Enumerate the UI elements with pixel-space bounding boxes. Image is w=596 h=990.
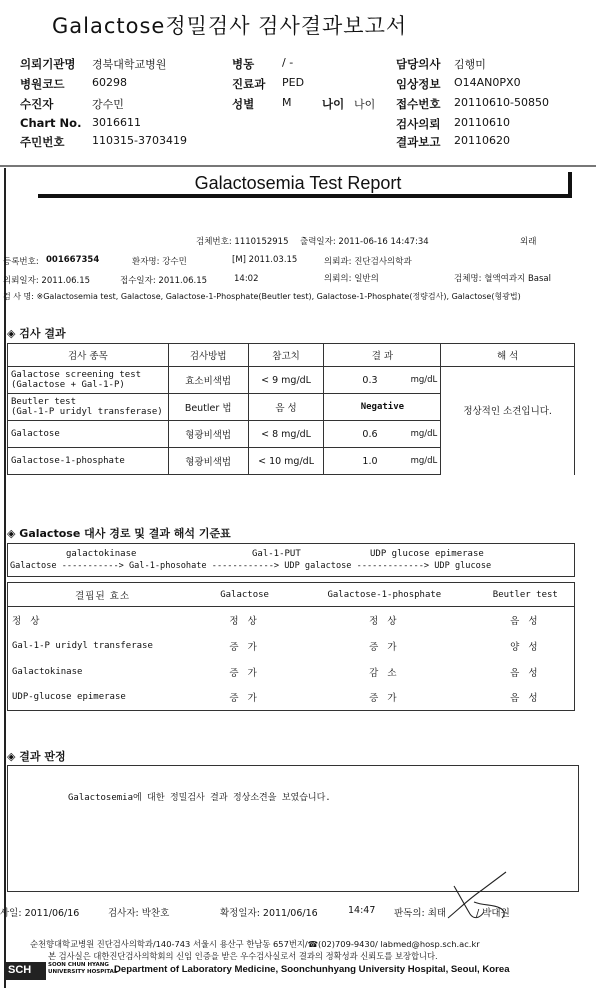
reviewer-second: / 박대원	[476, 908, 510, 919]
galactose-level: 증 가	[229, 667, 260, 679]
test-reference: < 10 mg/dL	[248, 448, 324, 475]
col-test-item: 검사 종목	[8, 344, 169, 367]
test-reference: 음 성	[248, 394, 324, 421]
col-interpretation: 해 석	[441, 344, 575, 367]
test-item-name: Galactose	[8, 421, 169, 448]
confirm-time: 14:47	[348, 905, 376, 916]
col-result: 결 과	[324, 344, 441, 367]
enzyme-name: Galactokinase	[12, 666, 83, 677]
value-requesting-institution: 경북대학교병원	[92, 58, 167, 71]
test-method: 형광비색법	[168, 421, 248, 448]
footer-address: 순천향대학교병원 진단검사의학과/140-743 서울시 용산구 한남동 657번지/☎(02)709-9430/ labmed@hosp.sch.ac.kr	[30, 939, 480, 949]
label-resident-no: 주민번호	[20, 135, 65, 149]
value-request-date: 20110610	[454, 116, 510, 129]
table-row	[8, 607, 575, 633]
test-item-text: Beutler test (Gal-1-P uridyl transferase)	[11, 397, 163, 417]
hospital-logo	[4, 962, 46, 980]
gal1p-level: 정 상	[369, 615, 400, 627]
interpretation-table	[7, 582, 575, 711]
result-value: 0.3	[362, 374, 378, 386]
value-ward: / -	[282, 56, 294, 69]
value-age: 나이	[354, 98, 376, 111]
pathway-flow: Galactose -----------> Gal-1-phosohate ------------> UDP galactose -------------> UDP glucose	[10, 561, 492, 571]
test-result	[324, 448, 441, 475]
table-row	[8, 685, 575, 711]
test-item-name	[8, 367, 169, 394]
patient-birth: [M] 2011.03.15	[232, 255, 298, 265]
test-result: Negative	[324, 394, 441, 421]
value-clinical-info: O14AN0PX0	[454, 76, 521, 89]
value-sex: M	[282, 96, 292, 109]
table-row	[8, 633, 575, 659]
beutler-result: 음 성	[510, 693, 541, 705]
test-result	[324, 367, 441, 394]
value-patient: 강수민	[92, 98, 124, 111]
result-value: 1.0	[362, 455, 378, 467]
footer-notice: 본 검사실은 대한진단검사의학회의 신임 인증을 받은 우수검사실로서 결과의 정확성과 신뢰도를 보장합니다.	[48, 951, 438, 961]
test-method: Beutler 법	[168, 394, 248, 421]
footer-department: Department of Laboratory Medicine, Soonchunhyang University Hospital, Seoul, Korea	[114, 964, 510, 975]
label-sex: 성별	[232, 97, 255, 111]
col-galactose: Galactose	[197, 583, 292, 607]
label-clinical-info: 임상정보	[396, 77, 441, 91]
specimen-number: 검체번호: 1110152915	[196, 237, 289, 247]
enzyme-name: 정 상	[12, 615, 43, 627]
enzyme-galactokinase: galactokinase	[66, 549, 137, 559]
result-unit: mg/dL	[410, 374, 438, 385]
value-resident-no: 110315-3703419	[92, 134, 187, 147]
label-hospital-code: 병원코드	[20, 77, 65, 91]
galactose-level: 증 가	[229, 693, 260, 705]
value-chart-no: 3016611	[92, 116, 141, 129]
gal1p-level: 감 소	[369, 667, 400, 679]
enzyme-name: Gal-1-P uridyl transferase	[12, 640, 153, 651]
logo-line-2: UNIVERSITY HOSPITAL	[48, 969, 118, 975]
examiner: 검사자: 박찬호	[108, 908, 170, 919]
test-reference: < 9 mg/dL	[248, 367, 324, 394]
judgement-section-title: ◈ 결과 판정	[7, 750, 66, 763]
report-header-title: Galactose정밀검사 검사결과보고서	[52, 14, 408, 38]
table-row	[8, 659, 575, 685]
col-beutler: Beutler test	[477, 583, 575, 607]
confirm-date: 확정일자: 2011/06/16	[220, 908, 318, 919]
report-patient-name: 환자명: 강수민	[132, 257, 187, 267]
requesting-dept: 의뢰과: 진단검사의학과	[324, 257, 412, 267]
test-list: 검 사 명: ※Galactosemia test, Galactose, Galactose-1-Phosphate(Beutler test), Galactose-1-Phosphate(정량검사), Galactose(형광법)	[3, 292, 521, 301]
col-gal1p: Galactose-1-phosphate	[292, 583, 477, 607]
test-item-text: Galactose screening test (Galactose + Gal-1-P)	[11, 370, 142, 390]
gal1p-level: 증 가	[369, 693, 400, 705]
label-age: 나이	[322, 97, 345, 111]
enzyme-epimerase: UDP glucose epimerase	[370, 549, 484, 559]
logo-line-1: SOON CHUN HYANG	[48, 962, 109, 968]
label-ward: 병동	[232, 57, 255, 71]
test-reference: < 8 mg/dL	[248, 421, 324, 448]
logo-text	[48, 962, 117, 976]
beutler-result: 양 성	[510, 641, 541, 653]
beutler-result: 음 성	[510, 615, 541, 627]
col-method: 검사방법	[168, 344, 248, 367]
enzyme-gal1put: Gal-1-PUT	[252, 549, 301, 559]
label-report-date: 결과보고	[396, 135, 441, 149]
outpatient-label: 외래	[520, 237, 537, 247]
result-value: 0.6	[362, 428, 378, 440]
results-section-title: ◈ 검사 결과	[7, 327, 66, 340]
pathway-section-title: ◈ Galactose 대사 경로 및 결과 해석 기준표	[7, 527, 231, 540]
result-unit: mg/dL	[410, 455, 438, 466]
request-date: 의뢰일자: 2011.06.15	[3, 276, 91, 286]
signature-mark	[440, 868, 520, 928]
test-method: 효소비색법	[168, 367, 248, 394]
result-unit: mg/dL	[410, 428, 438, 439]
value-doctor: 김행미	[454, 58, 486, 71]
test-item-name	[8, 394, 169, 421]
judgement-text: Galactosemia에 대한 정밀검사 결과 정상소견을 보였습니다.	[68, 793, 331, 803]
specimen-type: 검체명: 혈액여과지 Basal	[454, 274, 551, 284]
receipt-date: 접수일자: 2011.06.15	[120, 276, 208, 286]
value-hospital-code: 60298	[92, 76, 127, 89]
gal1p-level: 증 가	[369, 641, 400, 653]
receipt-time: 14:02	[234, 274, 259, 284]
label-request-date: 검사의뢰	[396, 117, 441, 131]
test-item-name: Galactose-1-phosphate	[8, 448, 169, 475]
galactose-level: 정 상	[229, 615, 260, 627]
header-divider	[0, 165, 596, 167]
interpretation-text: 정상적인 소견입니다.	[463, 406, 552, 417]
test-result	[324, 421, 441, 448]
interpretation-cell	[441, 367, 575, 475]
label-doctor: 담당의사	[396, 57, 441, 71]
print-date: 출력일자: 2011-06-16 14:47:34	[300, 237, 429, 247]
results-table	[7, 343, 575, 475]
report-title: Galactosemia Test Report	[194, 173, 402, 193]
beutler-result: 음 성	[510, 667, 541, 679]
logo-mark: SCH	[8, 964, 32, 976]
value-receipt-no: 20110610-50850	[454, 96, 549, 109]
galactose-level: 증 가	[229, 641, 260, 653]
enzyme-name: UDP-glucose epimerase	[12, 692, 126, 703]
label-department: 진료과	[232, 77, 266, 91]
registration-number: 001667354	[46, 255, 100, 265]
col-reference: 참고치	[248, 344, 324, 367]
label-requesting-institution: 의뢰기관명	[20, 57, 76, 71]
label-receipt-no: 접수번호	[396, 97, 441, 111]
col-deficient-enzyme: 결핍된 효소	[8, 583, 198, 607]
label-patient: 수진자	[20, 97, 54, 111]
value-report-date: 20110620	[454, 134, 510, 147]
requesting-physician: 의뢰의: 일반의	[324, 274, 379, 284]
reviewer: 판독의: 최태	[394, 908, 447, 919]
exam-date: 사일: 2011/06/16	[0, 908, 80, 919]
test-method: 형광비색법	[168, 448, 248, 475]
registration-label: 등록번호:	[3, 257, 39, 267]
value-department: PED	[282, 76, 305, 89]
label-chart-no: Chart No.	[20, 116, 82, 130]
table-row	[8, 367, 575, 394]
